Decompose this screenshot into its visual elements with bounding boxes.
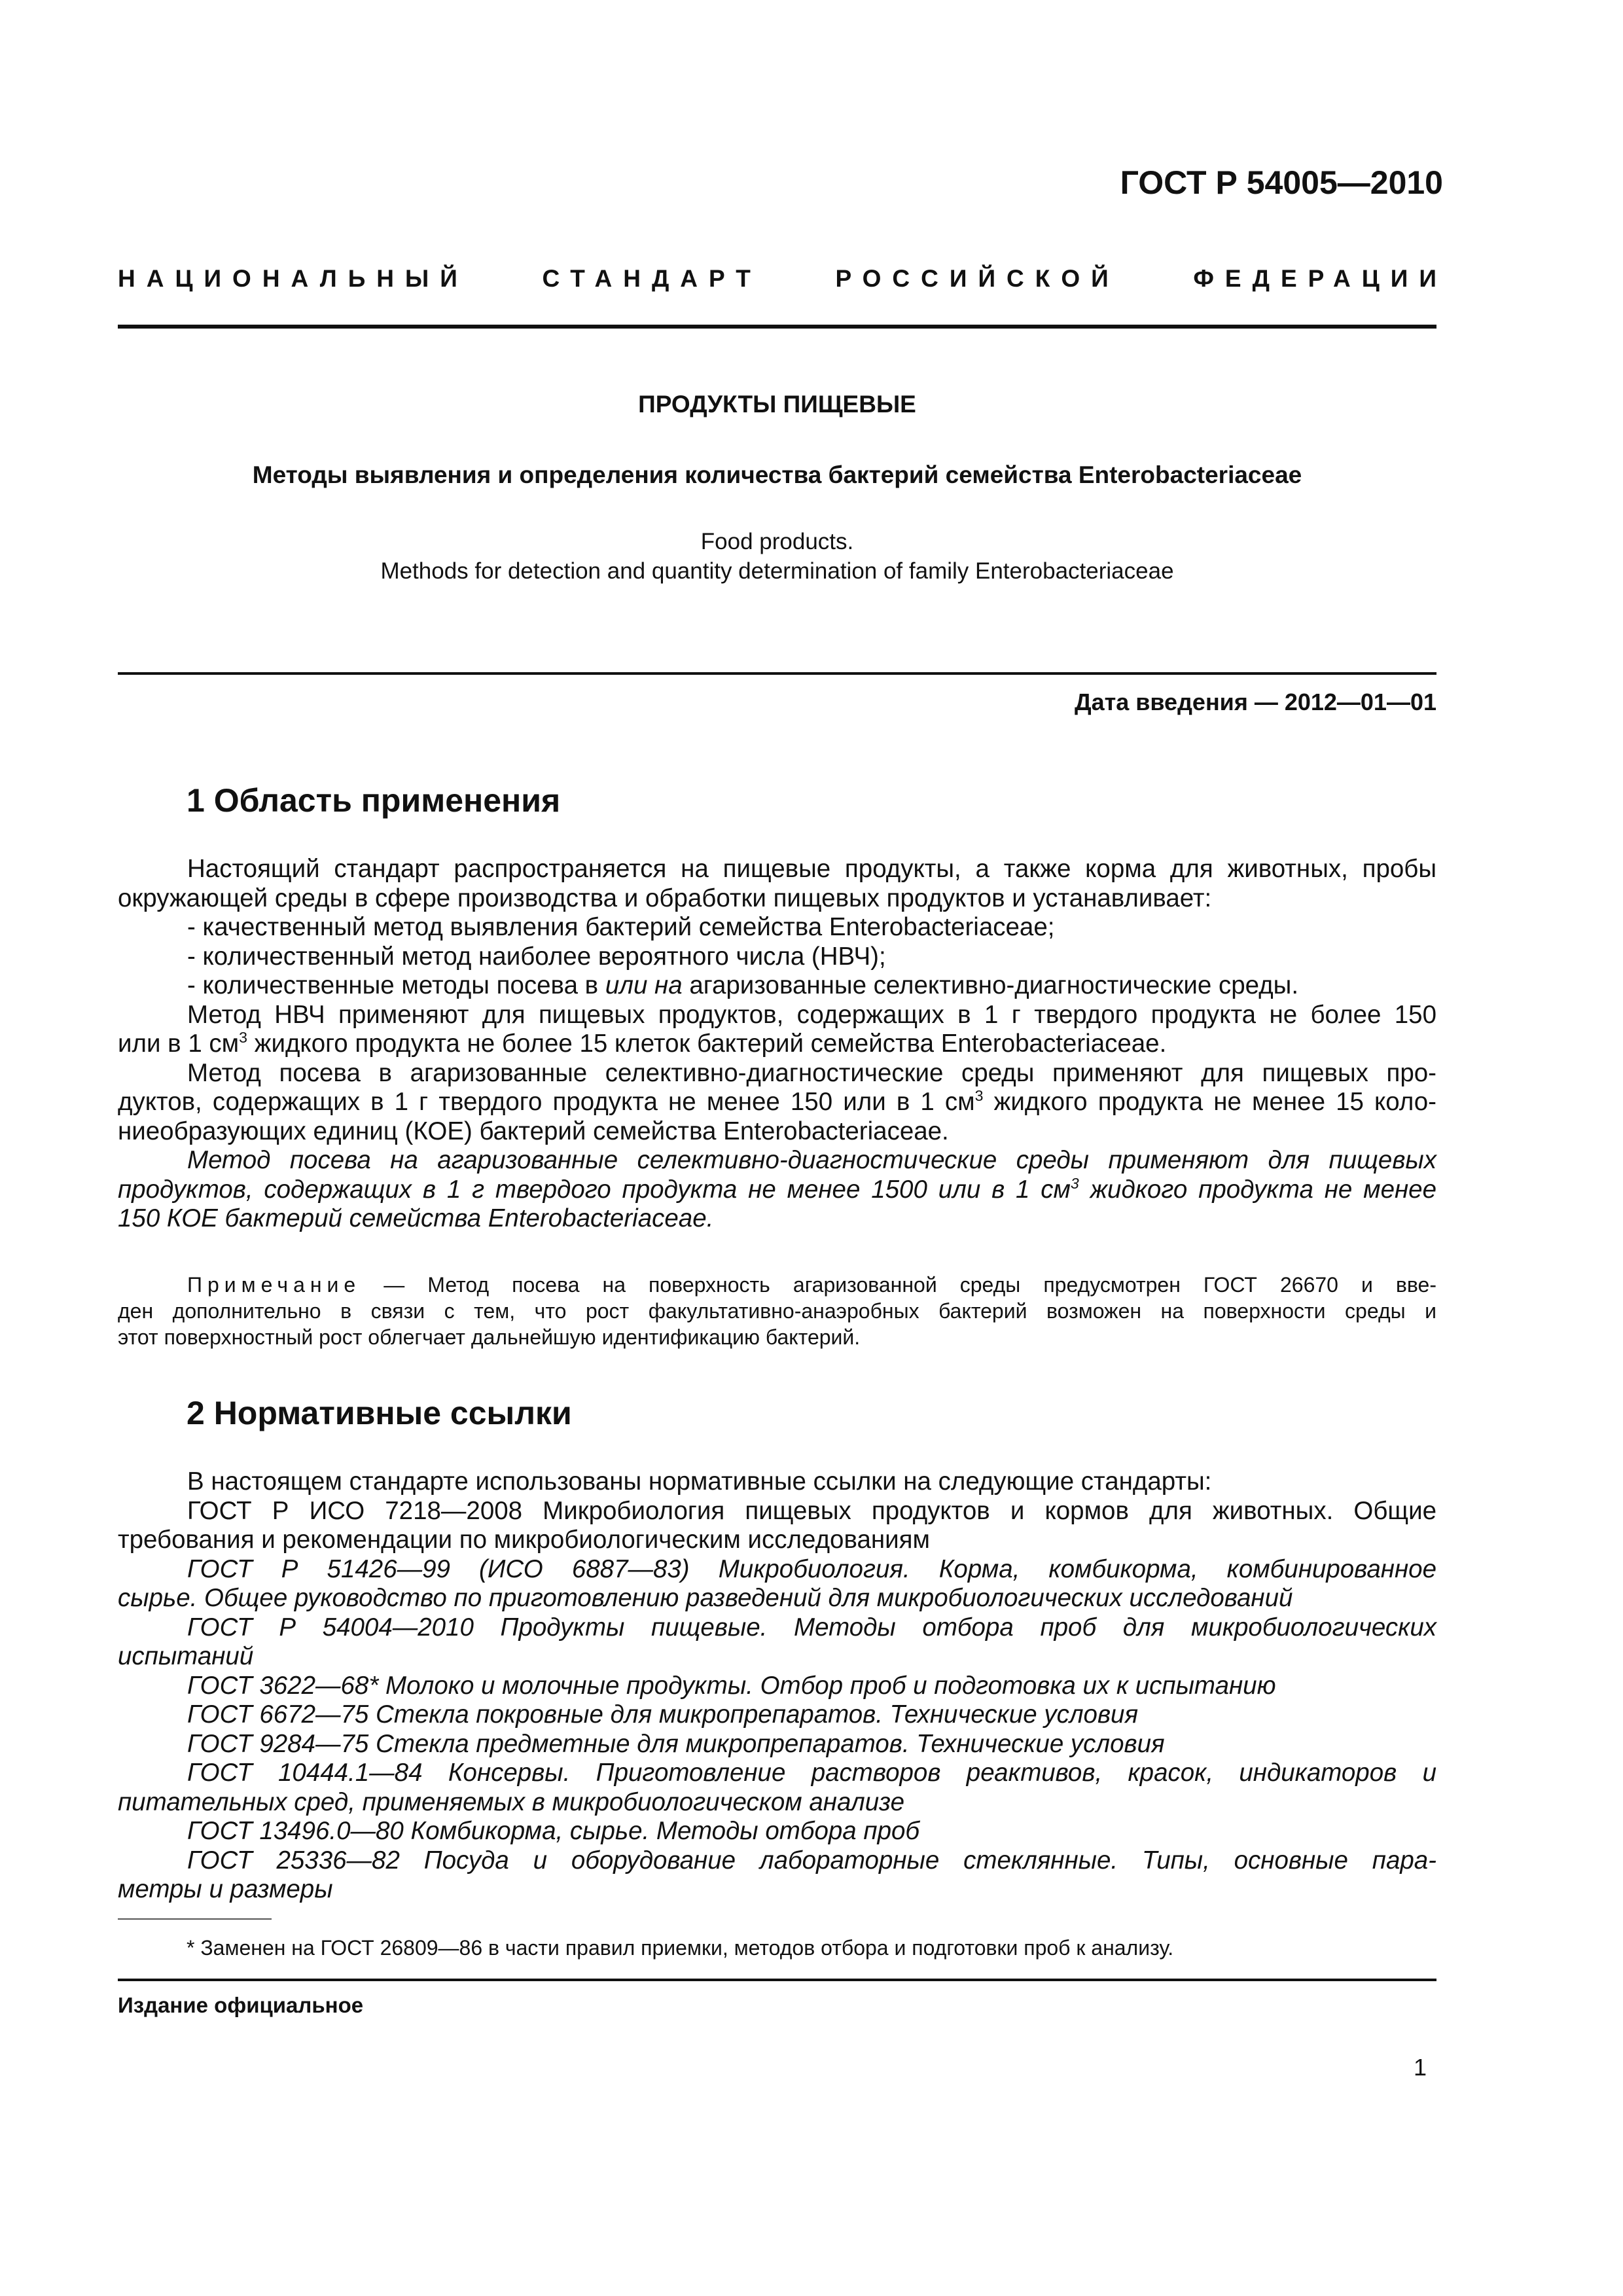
section-heading: 1 Область применения [187,782,561,819]
reference-line: сырье. Общее руководство по приготовлению разведений для микробиологических исследований [118,1584,1293,1612]
note-label: Примечание [187,1273,361,1297]
reference-line: ГОСТ 9284—75 Стекла предметные для микропрепаратов. Технические условия [187,1729,1165,1758]
reference-line: ГОСТ Р 54004—2010 Продукты пищевые. Методы отбора проб для микробиологических [187,1613,1436,1641]
list-item: - количественный метод наиболее вероятного числа (НВЧ); [187,942,886,971]
document-number: ГОСТ Р 54005—2010 [1120,164,1443,201]
note-line: ден дополнительно в связи с тем, что рост факультативно-анаэробных бактерий возможен на поверхности среды и [118,1299,1436,1323]
paragraph-line: Настоящий стандарт распространяется на пищевые продукты, а также корма для животных, пробы [187,855,1436,883]
banner-word: ФЕДЕРАЦИИ [1193,265,1448,292]
edition-label: Издание официальное [118,1993,364,2017]
banner-word: НАЦИОНАЛЬНЫЙ [118,265,469,292]
footnote: * Заменен на ГОСТ 26809—86 в части правил приемки, методов отбора и подготовки проб к анализу. [187,1936,1174,1960]
note-block [118,1272,1436,1350]
list-item: - качественный метод выявления бактерий семейства Enterobacteriaceae; [187,913,1055,941]
introduction-date: Дата введения — 2012—01—01 [1074,689,1436,715]
banner-word: РОССИЙСКОЙ [835,265,1120,292]
document-subtitle: Методы выявления и определения количества бактерий семейства Enterobacteriaceae [252,461,1302,488]
document-title: ПРОДУКТЫ ПИЩЕВЫЕ [638,391,916,418]
paragraph-line: продуктов, содержащих в 1 г твердого продукта не менее 1500 или в 1 $см^3$ жидкого продукта не менее [118,1174,1436,1204]
reference-line: ГОСТ 10444.1—84 Консервы. Приготовление растворов реактивов, красок, индикаторов и [187,1759,1436,1787]
paragraph-line: или в 1 $см^3$ жидкого продукта не более 15 клеток бактерий семейства Enterobacteriaceae. [118,1029,1167,1058]
footnote-divider [118,1918,272,1920]
paragraph-line: дуктов, содержащих в 1 г твердого продукта не менее 150 или в 1 $см^3$ жидкого продукта не менее 15 коло- [118,1087,1436,1116]
paragraph-line: окружающей среды в сфере производства и обработки пищевых продуктов и устанавливает: [118,884,1212,912]
reference-line: ГОСТ Р ИСО 7218—2008 Микробиология пищевых продуктов и кормов для животных. Общие [187,1496,1436,1525]
paragraph-line: 150 КОЕ бактерий семейства Enterobacteriaceae. [118,1204,714,1232]
national-standard-banner [118,265,1448,293]
page-number: 1 [1413,2054,1427,2081]
note-line: Примечание — Метод посева на поверхность агаризованной среды предусмотрен ГОСТ 26670 и вве- [187,1273,1436,1297]
footer-divider [118,1979,1436,1981]
reference-line: метры и размеры [118,1875,333,1903]
reference-line: ГОСТ 13496.0—80 Комбикорма, сырье. Методы отбора проб [187,1817,920,1845]
banner-word: СТАНДАРТ [542,265,762,292]
paragraph-line: Метод посева на агаризованные селективно-диагностические среды применяют для пищевых [187,1146,1436,1174]
reference-line: ГОСТ 25336—82 Посуда и оборудование лабораторные стеклянные. Типы, основные пара- [187,1846,1436,1874]
paragraph-line: В настоящем стандарте использованы нормативные ссылки на следующие стандарты: [187,1467,1212,1496]
paragraph-line: ниеобразующих единиц (КОЕ) бактерий семейства Enterobacteriaceae. [118,1117,949,1145]
title-divider [118,672,1436,675]
reference-line: ГОСТ 3622—68* Молоко и молочные продукты. Отбор проб и подготовка их к испытанию [187,1671,1276,1700]
section-2-body [118,1467,1436,1905]
reference-line: ГОСТ Р 51426—99 (ИСО 6887—83) Микробиология. Корма, комбикорма, комбинированное [187,1554,1436,1583]
paragraph-line: Метод НВЧ применяют для пищевых продуктов, содержащих в 1 г твердого продукта не более 150 [187,1000,1436,1029]
english-title-line: Methods for detection and quantity determination of family Enterobacteriaceae [380,558,1174,584]
note-line: этот поверхностный рост облегчает дальнейшую идентификацию бактерий. [118,1325,861,1349]
section-heading: 2 Нормативные ссылки [187,1395,572,1431]
reference-line: требования и рекомендации по микробиологическим исследованиям [118,1526,930,1554]
list-item: - количественные методы посева в или на агаризованные селективно-диагностические среды. [187,971,1299,999]
english-title-line: Food products. [700,529,854,554]
reference-line: питательных сред, применяемых в микробиологическом анализе [118,1787,904,1816]
reference-line: испытаний [118,1642,254,1670]
header-divider [118,325,1436,329]
paragraph-line: Метод посева в агаризованные селективно-диагностические среды применяют для пищевых про- [187,1058,1436,1087]
reference-line: ГОСТ 6672—75 Стекла покровные для микропрепаратов. Технические условия [187,1700,1139,1729]
section-1-body [118,855,1436,1234]
